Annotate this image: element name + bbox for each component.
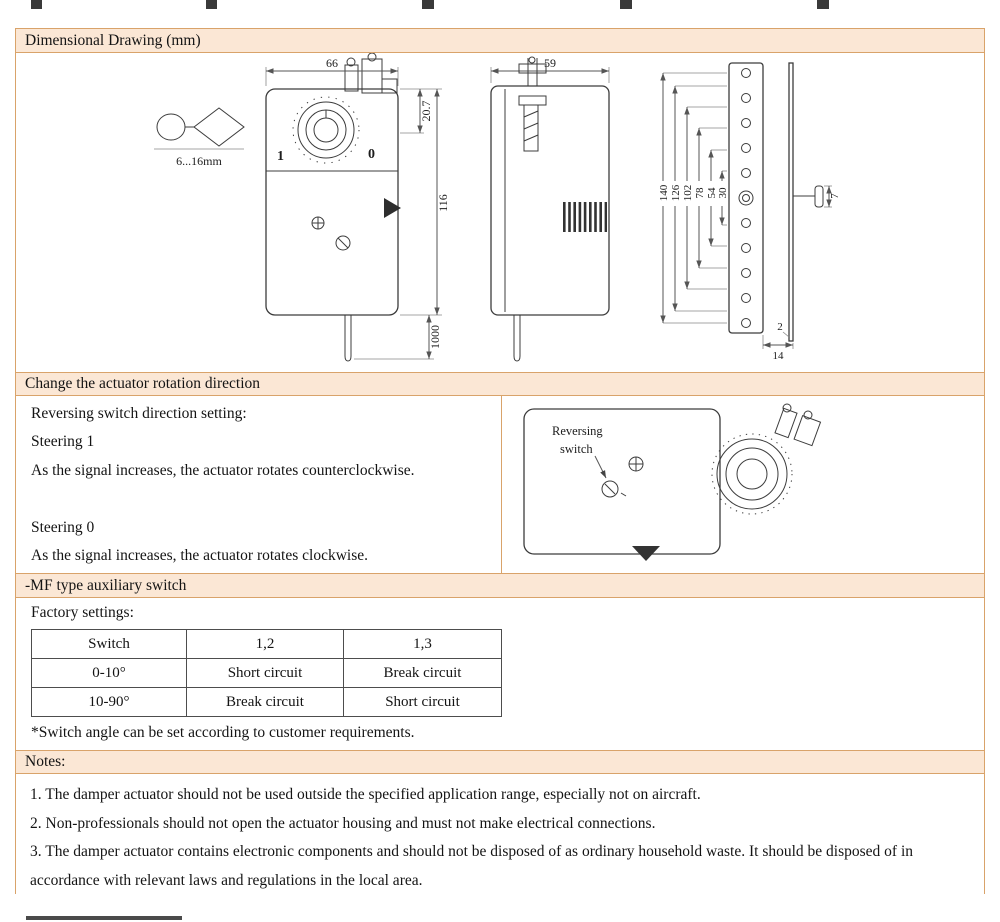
dim-top-label: 20.7 <box>419 100 433 122</box>
shaft-size-symbol <box>154 108 244 168</box>
rotation-text-column <box>16 396 501 573</box>
section-header-rotation <box>16 372 984 396</box>
actuator-top-view <box>524 404 821 561</box>
shaft-size-label: 6...16mm <box>176 154 222 168</box>
dim-30-label: 30 <box>717 187 729 199</box>
table-cell-remnant <box>206 0 217 9</box>
table-cell-remnant <box>817 0 829 9</box>
bracket-edge-view <box>763 63 841 362</box>
screw-symbol <box>629 457 643 471</box>
mounting-bracket-view <box>658 63 841 362</box>
rotation-intro: Reversing switch direction setting: <box>31 405 247 422</box>
bracket-dimensions <box>658 73 729 323</box>
dim-plate-thickness-label: 2 <box>777 321 783 333</box>
table-row <box>32 688 502 717</box>
section-title: Change the actuator rotation direction <box>25 375 260 392</box>
table-header-row <box>32 630 502 659</box>
figure-label-line2: switch <box>560 442 593 456</box>
table-header-cell: 1,3 <box>344 630 502 659</box>
steering1-label: Steering 1 <box>31 433 95 450</box>
side-view <box>491 56 609 361</box>
section-header-auxiliary <box>16 573 984 598</box>
table-header-cell: Switch <box>32 630 187 659</box>
dimensional-drawing-area <box>16 53 984 372</box>
factory-settings-table <box>31 629 502 717</box>
figure-label-line1: Reversing <box>552 424 603 438</box>
notes-section <box>16 774 984 895</box>
dim-140-label: 140 <box>658 184 670 202</box>
dimensional-drawing <box>16 53 984 372</box>
steering0-label: Steering 0 <box>31 519 95 536</box>
note-item: 2. Non-professionals should not open the actuator housing and must not make electrical connections. <box>30 814 656 832</box>
table-cell: 10-90° <box>32 688 187 717</box>
dim-102-label: 102 <box>682 184 694 202</box>
table-cell-remnant <box>620 0 632 9</box>
clamp-hardware <box>345 53 397 93</box>
rotation-section <box>16 396 984 573</box>
cable <box>345 315 351 361</box>
document-frame <box>15 28 985 894</box>
dim-knob-label: 7 <box>829 193 841 199</box>
table-footnote: *Switch angle can be set according to customer requirements. <box>31 724 415 741</box>
section-title: -MF type auxiliary switch <box>25 576 187 594</box>
dim-plate-offset-label: 14 <box>772 350 784 362</box>
reversing-switch-figure <box>502 396 984 572</box>
table-row <box>32 659 502 688</box>
cable <box>514 315 520 361</box>
table-cell: Short circuit <box>344 688 502 717</box>
table-cell: Break circuit <box>344 659 502 688</box>
section-title: Dimensional Drawing (mm) <box>25 31 201 49</box>
section-header-dimensional <box>16 29 984 53</box>
note-item: 3. The damper actuator contains electronic components and should not be disposed of as ordinary household waste. It should be disposed of in accordance with relevant laws and regulations in the local area. <box>30 843 914 889</box>
dial-position-1-label: 1 <box>277 149 284 164</box>
rotation-figure-column <box>501 396 984 573</box>
dim-126-label: 126 <box>670 184 682 202</box>
dim-width-label: 66 <box>326 56 338 70</box>
dim-54-label: 54 <box>706 187 718 199</box>
dim-side-width-label: 59 <box>544 56 556 70</box>
factory-settings-label: Factory settings: <box>31 604 134 621</box>
table-cell: 0-10° <box>32 659 187 688</box>
steering1-description: As the signal increases, the actuator rotates counterclockwise. <box>31 462 415 479</box>
cut-off-content <box>26 916 182 920</box>
table-header-cell: 1,2 <box>187 630 344 659</box>
note-item: 1. The damper actuator should not be used outside the specified application range, especially not on aircraft. <box>30 786 701 803</box>
dim-height-label: 116 <box>436 194 450 212</box>
auxiliary-section <box>16 598 984 750</box>
steering0-description: As the signal increases, the actuator rotates clockwise. <box>31 547 369 564</box>
front-view <box>266 53 450 361</box>
dim-78-label: 78 <box>694 187 706 199</box>
dim-cable-label: 1000 <box>428 325 442 349</box>
dial-position-0-label: 0 <box>368 147 375 162</box>
table-cell-remnant <box>422 0 434 9</box>
table-cell: Break circuit <box>187 688 344 717</box>
table-cell-remnant <box>31 0 42 9</box>
section-header-notes <box>16 750 984 774</box>
table-cell: Short circuit <box>187 659 344 688</box>
section-title: Notes: <box>25 753 66 770</box>
